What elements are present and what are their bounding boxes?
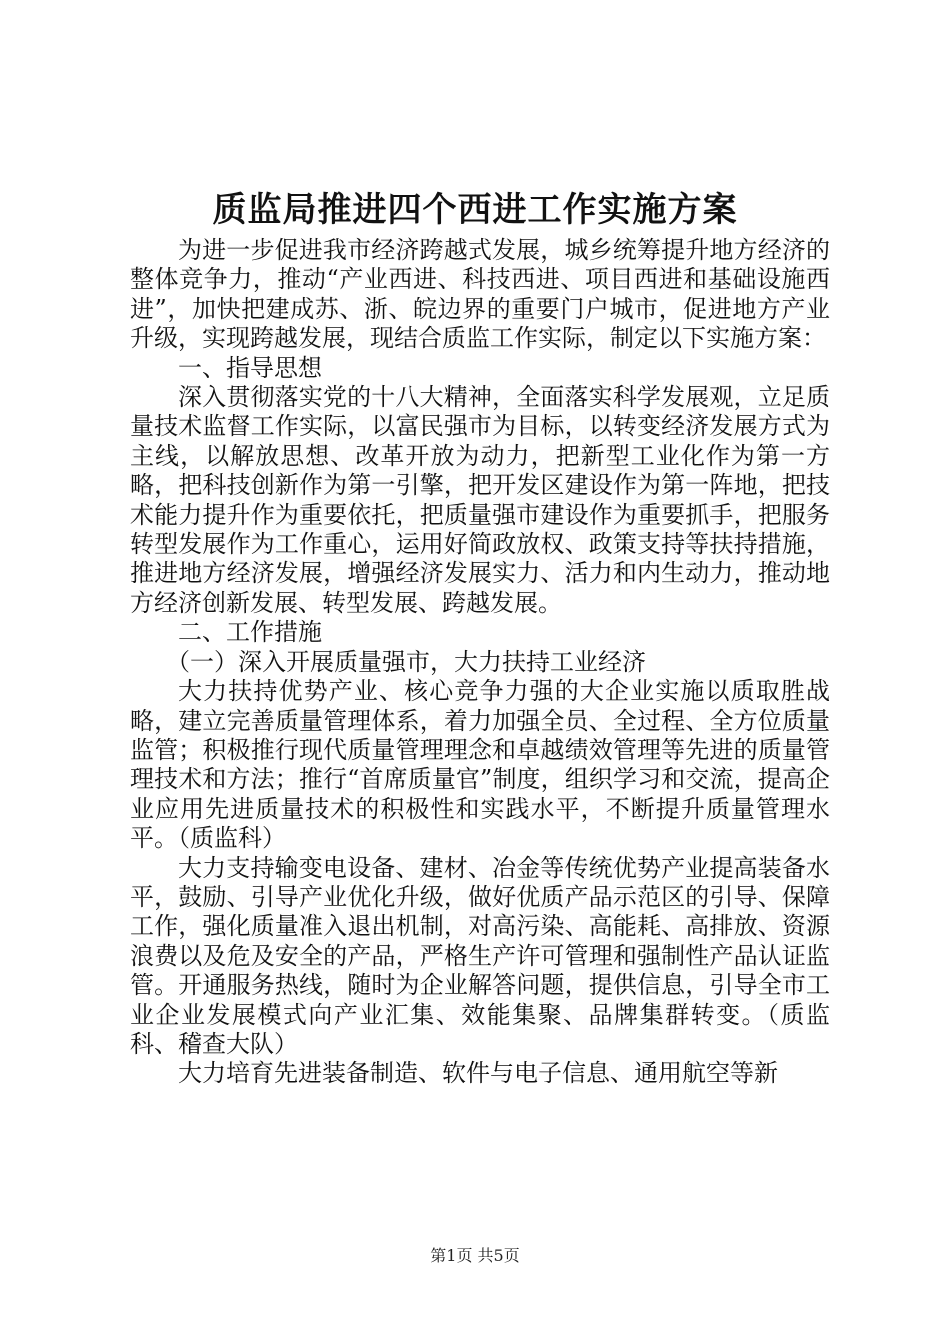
- section-heading-work-measures: 二、工作措施: [178, 618, 322, 647]
- page-number-footer: 第1页 共5页: [430, 1246, 520, 1265]
- document-title: 质监局推进四个西进工作实施方案: [212, 190, 738, 230]
- measure-paragraph-traditional-industries: 大力支持输变电设备、建材、冶金等传统优势产业提高装备水平，鼓励、引导产业优化升级，做好优质产品示范区的引导、保障工作，强化质量准入退出机制，对高污染、高能耗、高排放、资源浪费以及危及安全的产品，严格生产许可管理和强制性产品认证监管。开通服务热线，随时为企业解答问题，提供信息，引导全市工业企业发展模式向产业汇集、效能集聚、品牌集群转变。（质监科、稽查大队）: [130, 853, 830, 1058]
- document-body: [130, 236, 830, 1089]
- measure-paragraph-advantage-industries: 大力扶持优势产业、核心竞争力强的大企业实施以质取胜战略，建立完善质量管理体系，着力加强全员、全过程、全方位质量监管；积极推行现代质量管理理念和卓越绩效管理等先进的质量管理技术和方法；推行“首席质量官”制度，组织学习和交流，提高企业应用先进质量技术的积极性和实践水平，不断提升质量管理水平。（质监科）: [130, 677, 830, 853]
- intro-paragraph: 为进一步促进我市经济跨越式发展，城乡统筹提升地方经济的整体竞争力，推动“产业西进、科技西进、项目西进和基础设施西进”，加快把建成苏、浙、皖边界的重要门户城市，促进地方产业升级，实现跨越发展，现结合质监工作实际，制定以下实施方案：: [130, 236, 830, 353]
- subsection-heading-quality-city: （一）深入开展质量强市，大力扶持工业经济: [166, 647, 646, 676]
- measure-paragraph-advanced-manufacturing: 大力培育先进装备制造、软件与电子信息、通用航空等新: [178, 1059, 778, 1088]
- section-heading-guiding-ideology: 一、指导思想: [178, 353, 322, 382]
- guiding-ideology-paragraph: 深入贯彻落实党的十八大精神，全面落实科学发展观，立足质量技术监督工作实际，以富民强市为目标，以转变经济发展方式为主线，以解放思想、改革开放为动力，把新型工业化作为第一方略，把科技创新作为第一引擎，把开发区建设作为第一阵地，把技术能力提升作为重要依托，把质量强市建设作为重要抓手，把服务转型发展作为工作重心，运用好简政放权、政策支持等扶持措施，推进地方经济发展，增强经济发展实力、活力和内生动力，推动地方经济创新发展、转型发展、跨越发展。: [130, 383, 830, 617]
